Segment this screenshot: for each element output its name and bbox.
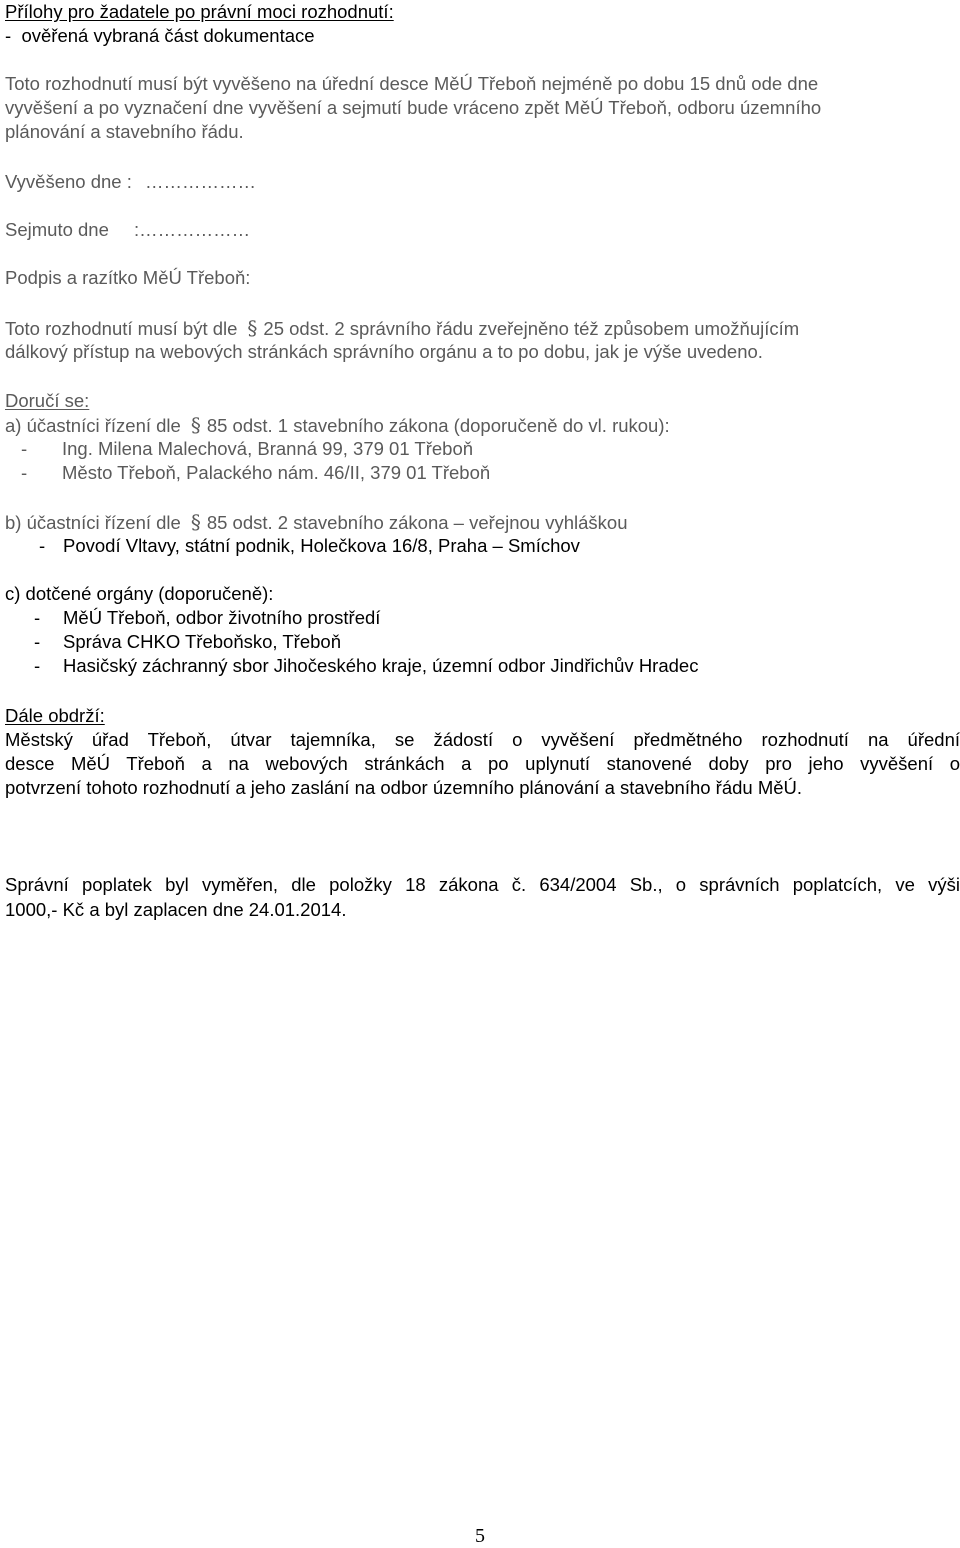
- removed-date-blank: :………………: [134, 219, 251, 240]
- remote-access-line1: [5, 316, 799, 341]
- section-symbol: §: [190, 510, 201, 534]
- further-line2: desce MěÚ Třeboň a na webových stránkách a po uplynutí stanovené doby pro jeho vyvěšení o: [5, 753, 960, 774]
- list-dash: -: [21, 438, 28, 459]
- posted-date-row: [5, 170, 256, 194]
- remote-access-text-b: 25 odst. 2 správního řádu zveřejněno též způsobem umožňujícím: [263, 318, 800, 339]
- further-line3: potvrzení tohoto rozhodnutí a jeho zaslání na odbor územního plánování a stavebního řádu MěÚ.: [5, 777, 803, 798]
- list-item-text: Správa CHKO Třeboňsko, Třeboň: [63, 631, 341, 652]
- posted-date-label: Vyvěšeno dne :: [5, 171, 132, 192]
- remote-access-line2: dálkový přístup na webových stránkách správního orgánu a to po dobu, jak je výše uvedeno.: [5, 341, 763, 362]
- page-number: 5: [475, 1525, 485, 1547]
- delivery-a-rest: 85 odst. 1 stavebního zákona (doporučeně do vl. rukou):: [206, 415, 670, 436]
- delivery-c-label: c) dotčené orgány (doporučeně):: [5, 583, 274, 604]
- list-dash: -: [39, 535, 46, 556]
- list-item-text: Ing. Milena Malechová, Branná 99, 379 01 Třeboň: [62, 438, 474, 459]
- posting-text-line1: Toto rozhodnutí musí být vyvěšeno na úřední desce MěÚ Třeboň nejméně po dobu 15 dnů ode dne: [5, 73, 819, 94]
- list-dash: -: [5, 25, 12, 46]
- list-item: [5, 606, 380, 630]
- delivery-b-label: [5, 510, 627, 535]
- list-item-text: Povodí Vltavy, státní podnik, Holečkova 16/8, Praha – Smíchov: [63, 535, 580, 556]
- posting-text-line3: plánování a stavebního řádu.: [5, 121, 244, 142]
- section-symbol: §: [190, 413, 201, 437]
- fee-line1: Správní poplatek byl vyměřen, dle položky 18 zákona č. 634/2004 Sb., o správních poplatcích, ve výši: [5, 874, 960, 895]
- further-line1: Městský úřad Třeboň, útvar tajemníka, se žádostí o vyvěšení předmětného rozhodnutí na úřední: [5, 729, 960, 750]
- removed-date-label: Sejmuto dne: [5, 219, 109, 240]
- list-item-text: MěÚ Třeboň, odbor životního prostředí: [63, 607, 381, 628]
- posting-text-line2: vyvěšení a po vyznačení dne vyvěšení a sejmutí bude vráceno zpět MěÚ Třeboň, odboru územního: [5, 97, 822, 118]
- remote-access-text-a: Toto rozhodnutí musí být dle: [5, 318, 238, 339]
- delivery-b-rest: 85 odst. 2 stavebního zákona – veřejnou vyhláškou: [206, 512, 628, 533]
- attachments-item: [5, 24, 315, 48]
- signature-label: Podpis a razítko MěÚ Třeboň:: [5, 267, 251, 288]
- list-dash: -: [34, 655, 41, 676]
- list-dash: -: [34, 607, 41, 628]
- list-item: [5, 630, 341, 654]
- posted-date-blank: ………………: [145, 171, 256, 192]
- delivery-a-label: [5, 413, 670, 438]
- attachments-item-text: ověřená vybraná část dokumentace: [21, 25, 315, 46]
- further-heading: Dále obdrží:: [5, 705, 105, 726]
- removed-date-row: [5, 218, 250, 242]
- list-item-text: Hasičský záchranný sbor Jihočeského kraje, územní odbor Jindřichův Hradec: [63, 655, 699, 676]
- delivery-heading: Doručí se:: [5, 390, 90, 411]
- delivery-b-text: b) účastníci řízení dle: [5, 512, 181, 533]
- attachments-heading: Přílohy pro žadatele po právní moci rozhodnutí:: [5, 1, 394, 22]
- list-dash: -: [34, 631, 41, 652]
- delivery-a-text: a) účastníci řízení dle: [5, 415, 181, 436]
- list-item-text: Město Třeboň, Palackého nám. 46/II, 379 01 Třeboň: [62, 462, 491, 483]
- list-item: [5, 461, 490, 485]
- section-symbol: §: [247, 316, 258, 340]
- fee-line2: 1000,- Kč a byl zaplacen dne 24.01.2014.: [5, 899, 347, 920]
- list-item: [5, 534, 580, 558]
- list-item: [5, 437, 473, 461]
- list-item: [5, 654, 698, 678]
- list-dash: -: [21, 462, 28, 483]
